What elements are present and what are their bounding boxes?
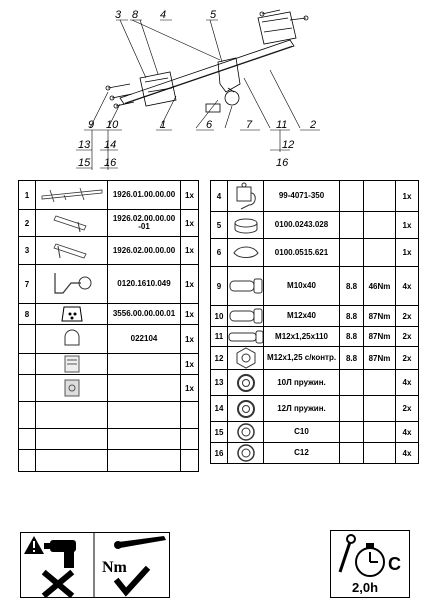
item-number: 13 (211, 370, 228, 396)
crossbar-icon (40, 186, 104, 204)
quantity: 1x (181, 237, 199, 265)
strength-grade (340, 396, 364, 422)
table-row (211, 306, 419, 327)
part-image (228, 239, 264, 267)
long-bolt-icon (228, 329, 264, 345)
item-number: 11 (211, 327, 228, 347)
part-image (36, 181, 108, 210)
bracket-left-icon (52, 212, 92, 234)
table-row (211, 267, 419, 306)
impact-wrench-icon (44, 540, 76, 568)
table-row (19, 450, 199, 472)
strength-grade: 8.8 (340, 306, 364, 327)
install-time: 2,0h (352, 580, 379, 595)
tightening-torque (364, 181, 396, 212)
item-number (19, 429, 36, 450)
part-code: C10 (264, 422, 340, 443)
item-number: 7 (19, 265, 36, 304)
stopwatch-icon (356, 544, 384, 576)
torque-label: Nm (102, 559, 127, 576)
part-code: 3556.00.00.00.01 (108, 304, 181, 325)
quantity: 1x (396, 181, 419, 212)
callout-6: 6 (206, 119, 213, 131)
part-image (36, 429, 108, 450)
part-code: 022104 (108, 325, 181, 354)
quantity: 1x (181, 265, 199, 304)
temp-unit: C (388, 554, 401, 574)
parts-table-left (18, 180, 199, 472)
part-image (36, 304, 108, 325)
part-image (228, 212, 264, 239)
item-number (19, 375, 36, 402)
table-row (211, 212, 419, 239)
part-image (228, 306, 264, 327)
table-row (211, 422, 419, 443)
flat-washer-icon (236, 443, 256, 463)
tightening-torque: 87Nm (364, 327, 396, 347)
part-code (108, 402, 181, 429)
quantity (181, 450, 199, 472)
socket-plate-icon (60, 305, 84, 323)
item-number: 3 (19, 237, 36, 265)
strength-grade (340, 422, 364, 443)
torque-wrench-icon (114, 536, 166, 549)
part-code: 0120.1610.049 (108, 265, 181, 304)
item-number: 4 (211, 181, 228, 212)
callout-13: 13 (78, 139, 91, 151)
part-code: 1926.02.00.00.00 (108, 237, 181, 265)
table-row (19, 325, 199, 354)
spring-washer-icon (236, 373, 256, 393)
parts-table-right (210, 180, 419, 464)
item-number: 9 (211, 267, 228, 306)
strength-grade: 8.8 (340, 267, 364, 306)
quantity: 1x (181, 375, 199, 402)
part-image (228, 422, 264, 443)
quantity: 2x (396, 347, 419, 370)
tightening-torque (364, 212, 396, 239)
tightening-torque (364, 396, 396, 422)
table-row (19, 429, 199, 450)
quantity: 1x (181, 304, 199, 325)
callout-4: 4 (160, 9, 167, 21)
item-number: 12 (211, 347, 228, 370)
part-image (228, 347, 264, 370)
part-image (36, 402, 108, 429)
part-code: 99-4071-350 (264, 181, 340, 212)
quantity: 4x (396, 370, 419, 396)
spring-washer-icon (236, 399, 256, 419)
strength-grade (340, 443, 364, 464)
strength-grade (340, 212, 364, 239)
quantity: 1x (181, 181, 199, 210)
strength-grade (340, 181, 364, 212)
part-image (36, 354, 108, 375)
part-code: 12Л пружин. (264, 396, 340, 422)
manual-icon (63, 354, 81, 374)
wiring-kit-icon (231, 181, 261, 211)
part-code (108, 375, 181, 402)
callout-16b: 16 (276, 157, 289, 169)
part-code: 1926.01.00.00.00 (108, 181, 181, 210)
table-row (19, 375, 199, 402)
item-number: 14 (211, 396, 228, 422)
bolt-icon (228, 308, 264, 324)
table-row (211, 396, 419, 422)
quantity: 1x (396, 239, 419, 267)
quantity: 4x (396, 267, 419, 306)
part-image (228, 327, 264, 347)
item-number (19, 354, 36, 375)
prohibited-x-icon (46, 574, 70, 594)
table-row (19, 237, 199, 265)
table-row (211, 443, 419, 464)
quantity: 1x (181, 325, 199, 354)
item-number: 16 (211, 443, 228, 464)
table-row (211, 181, 419, 212)
part-image (36, 210, 108, 237)
callout-11: 11 (276, 119, 288, 131)
quantity: 2x (396, 306, 419, 327)
tightening-torque (364, 422, 396, 443)
wrench-icon (340, 535, 355, 572)
table-row (211, 239, 419, 267)
quantity: 2x (396, 396, 419, 422)
lock-nut-icon (235, 347, 257, 369)
tightening-torque: 87Nm (364, 306, 396, 327)
part-image (36, 325, 108, 354)
callout-15: 15 (78, 157, 91, 169)
callout-12: 12 (282, 139, 295, 151)
warning-icon (24, 536, 44, 554)
tightening-torque: 87Nm (364, 347, 396, 370)
quantity (181, 429, 199, 450)
part-code: 1926.02.00.00.00 -01 (108, 210, 181, 237)
part-image (228, 396, 264, 422)
part-code: 10Л пружин. (264, 370, 340, 396)
table-row (19, 210, 199, 237)
table-row (211, 327, 419, 347)
quantity: 1x (181, 354, 199, 375)
table-row (19, 304, 199, 325)
tightening-torque (364, 239, 396, 267)
part-code (108, 354, 181, 375)
table-row (19, 265, 199, 304)
flat-washer-icon (236, 422, 256, 442)
part-code: 0100.0515.621 (264, 239, 340, 267)
item-number (19, 402, 36, 429)
spacer-ring-icon (231, 215, 261, 235)
bracket-right-icon (52, 240, 92, 262)
part-code: M12x1,25x110 (264, 327, 340, 347)
part-code: M12x1,25 с/контр. (264, 347, 340, 370)
part-code: M12x40 (264, 306, 340, 327)
tightening-torque: 46Nm (364, 267, 396, 306)
callout-5: 5 (210, 9, 217, 21)
tow-ball-icon (47, 269, 97, 299)
callout-14: 14 (104, 139, 117, 151)
part-code: C12 (264, 443, 340, 464)
quantity: 1x (396, 212, 419, 239)
part-image (228, 443, 264, 464)
certificate-icon (63, 378, 81, 398)
callout-1: 1 (160, 119, 167, 131)
item-number (19, 325, 36, 354)
tool-instructions-panel (20, 532, 170, 598)
quantity: 4x (396, 443, 419, 464)
callout-7: 7 (246, 119, 253, 131)
tightening-torque (364, 370, 396, 396)
install-time-panel (330, 530, 410, 598)
item-number: 5 (211, 212, 228, 239)
bolt-icon (228, 278, 264, 294)
crossbar-drawing (120, 40, 294, 104)
part-image (228, 181, 264, 212)
item-number: 10 (211, 306, 228, 327)
callout-8: 8 (132, 9, 139, 21)
part-code (108, 429, 181, 450)
table-row (211, 347, 419, 370)
part-code: 0100.0243.028 (264, 212, 340, 239)
item-number: 15 (211, 422, 228, 443)
clamp-plate-icon (231, 243, 261, 263)
table-row (19, 354, 199, 375)
part-code: M10x40 (264, 267, 340, 306)
tightening-torque (364, 443, 396, 464)
quantity: 2x (396, 327, 419, 347)
part-image (36, 265, 108, 304)
table-row (19, 402, 199, 429)
part-image (228, 267, 264, 306)
quantity: 4x (396, 422, 419, 443)
quantity: 1x (181, 210, 199, 237)
part-image (36, 450, 108, 472)
item-number: 6 (211, 239, 228, 267)
item-number (19, 450, 36, 472)
part-image (228, 370, 264, 396)
part-image (36, 237, 108, 265)
item-number: 1 (19, 181, 36, 210)
callout-2: 2 (310, 119, 317, 131)
item-number: 8 (19, 304, 36, 325)
table-row (19, 181, 199, 210)
callout-10: 10 (106, 119, 119, 131)
ball-cap-icon (61, 329, 83, 349)
callout-16: 16 (104, 157, 117, 169)
exploded-assembly-diagram (0, 0, 428, 178)
quantity (181, 402, 199, 429)
strength-grade (340, 239, 364, 267)
part-code (108, 450, 181, 472)
item-number: 2 (19, 210, 36, 237)
callout-3: 3 (115, 9, 122, 21)
strength-grade (340, 370, 364, 396)
part-image (36, 375, 108, 402)
strength-grade: 8.8 (340, 347, 364, 370)
strength-grade: 8.8 (340, 327, 364, 347)
table-row (211, 370, 419, 396)
callout-9: 9 (88, 119, 95, 131)
